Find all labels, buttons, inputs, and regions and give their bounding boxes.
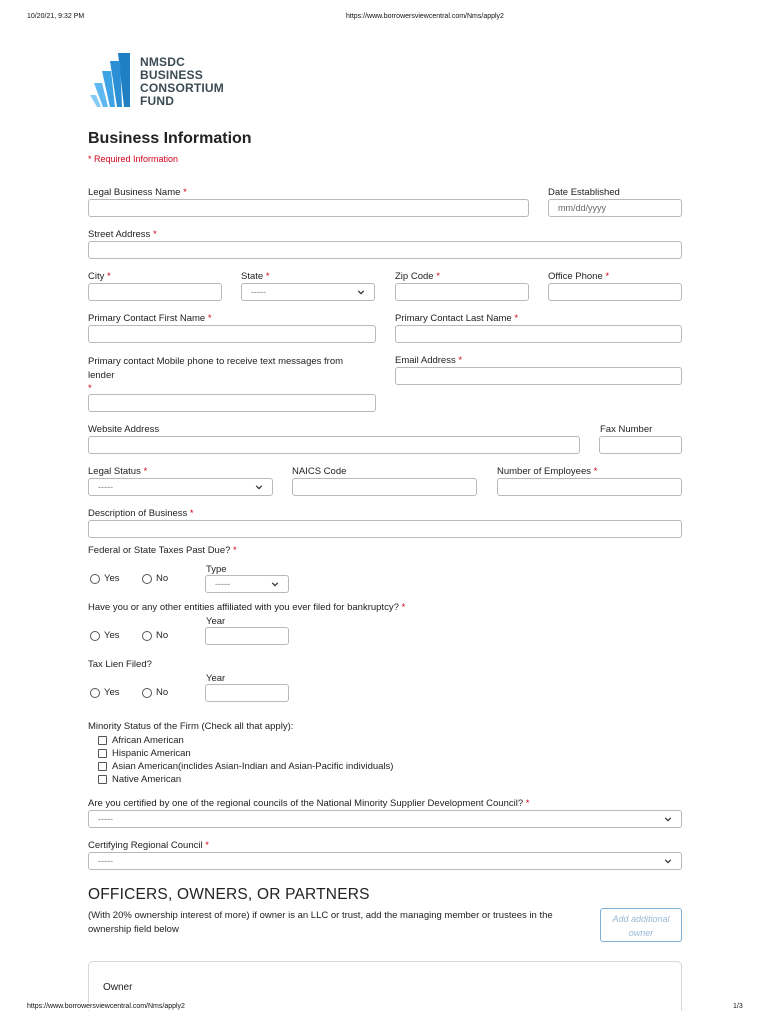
chevron-down-icon (255, 483, 263, 491)
required-asterisk: * (107, 271, 111, 282)
required-asterisk: * (207, 313, 212, 324)
logo-mark (90, 53, 140, 109)
minority-status-label: Minority Status of the Firm (Check all that apply): (88, 721, 294, 732)
description-label-text: Description of Business (88, 508, 188, 519)
logo-line-2: BUSINESS (140, 68, 203, 82)
mobile-phone-label-line-2: lender (88, 369, 115, 381)
naics-label: NAICS Code (292, 466, 347, 477)
bankruptcy-year-label: Year (206, 616, 226, 627)
fax-input[interactable] (599, 436, 682, 454)
office-phone-label-text: Office Phone (548, 271, 603, 282)
zip-code-label (395, 271, 440, 282)
tax-type-selected-value: ----- (215, 579, 230, 589)
legal-status-label-text: Legal Status (88, 466, 141, 477)
required-asterisk: * (458, 355, 463, 366)
certified-label (88, 798, 529, 809)
officers-description-line-2: ownership field below (88, 924, 179, 935)
taxes-past-due-yes-label: Yes (104, 573, 120, 584)
taxes-past-due-no-radio[interactable] (142, 574, 152, 584)
email-label-text: Email Address (395, 355, 456, 366)
mobile-phone-input[interactable] (88, 394, 376, 412)
minority-option-african-american: African American (112, 735, 184, 746)
logo-wordmark (140, 56, 224, 108)
chevron-down-icon (664, 815, 672, 823)
required-asterisk: * (143, 466, 148, 477)
office-phone-label (548, 271, 609, 282)
bankruptcy-label-text: Have you or any other entities affiliated with you ever filed for bankruptcy? (88, 602, 399, 613)
required-asterisk: * (514, 313, 519, 324)
tax-type-select[interactable] (205, 575, 289, 593)
required-asterisk: * (605, 271, 610, 282)
required-asterisk: * (88, 383, 92, 394)
state-label (241, 271, 270, 282)
taxes-past-due-no-label: No (156, 573, 169, 584)
tax-lien-year-input[interactable] (205, 684, 289, 702)
contact-last-name-label-text: Primary Contact Last Name (395, 313, 512, 324)
logo-line-1: NMSDC (140, 55, 185, 69)
required-note: * Required Information (88, 154, 179, 164)
logo-line-3: CONSORTIUM (140, 81, 224, 95)
contact-first-name-label-text: Primary Contact First Name (88, 313, 206, 324)
legal-business-name-label-text: Legal Business Name (88, 187, 181, 198)
contact-last-name-input[interactable] (395, 325, 682, 343)
legal-business-name-label (88, 187, 187, 198)
employees-label (497, 466, 597, 477)
contact-first-name-label (88, 313, 212, 324)
required-asterisk: * (233, 545, 237, 556)
city-label (88, 271, 111, 282)
date-established-input[interactable] (548, 199, 682, 217)
taxes-past-due-label-text: Federal or State Taxes Past Due? (88, 545, 231, 556)
officers-title (88, 886, 370, 904)
print-page-number: 1/3 (733, 1003, 743, 1010)
required-asterisk: * (205, 840, 209, 851)
description-input[interactable] (88, 520, 682, 538)
street-address-input[interactable] (88, 241, 682, 259)
add-owner-button-line-1: Add additional (612, 914, 670, 924)
description-label (88, 508, 194, 519)
minority-option-asian-american: Asian American(inclides Asian-Indian and Asian-Pacific individuals) (112, 761, 394, 772)
add-additional-owner-button[interactable] (600, 908, 682, 942)
add-owner-button-line-2: owner (628, 928, 654, 938)
officers-description (88, 909, 553, 937)
required-asterisk: * (152, 229, 157, 240)
legal-status-select[interactable] (88, 478, 273, 496)
required-asterisk: * (436, 271, 440, 282)
bankruptcy-year-input[interactable] (205, 627, 289, 645)
chevron-down-icon (357, 288, 365, 296)
officers-description-line-1: (With 20% ownership interest of more) if owner is an LLC or trust, add the managing member or trustees in the (88, 910, 553, 921)
legal-status-selected-value: ----- (98, 482, 113, 492)
email-input[interactable] (395, 367, 682, 385)
naics-input[interactable] (292, 478, 477, 496)
logo-line-4: FUND (140, 94, 175, 108)
certified-label-text: Are you certified by one of the regional councils of the National Minority Supplier Development Council? (88, 798, 524, 809)
website-input[interactable] (88, 436, 580, 454)
city-input[interactable] (88, 283, 222, 301)
zip-code-input[interactable] (395, 283, 529, 301)
tax-lien-no-label: No (156, 687, 169, 698)
zip-code-label-text: Zip Code (395, 271, 434, 282)
state-label-text: State (241, 271, 264, 282)
required-asterisk: * (189, 508, 194, 519)
date-established-label: Date Established (548, 187, 620, 198)
taxes-past-due-yes-radio[interactable] (90, 574, 100, 584)
minority-option-native-american: Native American (112, 774, 182, 785)
required-asterisk: * (265, 271, 270, 282)
minority-option-hispanic-american: Hispanic American (112, 748, 191, 759)
website-label: Website Address (88, 424, 160, 435)
bankruptcy-no-label: No (156, 630, 169, 641)
office-phone-input[interactable] (548, 283, 682, 301)
fax-label: Fax Number (600, 424, 653, 435)
required-asterisk: * (525, 798, 530, 809)
city-label-text: City (88, 271, 105, 282)
minority-checkbox-hispanic-american[interactable] (98, 749, 107, 758)
tax-lien-yes-radio[interactable] (90, 688, 100, 698)
minority-checkbox-asian-american[interactable] (98, 762, 107, 771)
state-selected-value: ----- (251, 287, 266, 297)
officers-title-text: OFFICERS, OWNERS, OR PARTNERS (88, 886, 370, 903)
certifying-council-label (88, 840, 209, 851)
owner-card-title: Owner (103, 982, 133, 993)
employees-input[interactable] (497, 478, 682, 496)
tax-lien-no-radio[interactable] (142, 688, 152, 698)
bankruptcy-label (88, 602, 405, 613)
chevron-down-icon (664, 857, 672, 865)
required-asterisk: * (183, 187, 187, 198)
minority-checkbox-african-american[interactable] (98, 736, 107, 745)
bankruptcy-no-radio[interactable] (142, 631, 152, 641)
contact-last-name-label (395, 313, 518, 324)
tax-lien-yes-label: Yes (104, 687, 120, 698)
legal-status-label (88, 466, 147, 477)
mobile-phone-label-line-1: Primary contact Mobile phone to receive text messages from (88, 356, 344, 367)
legal-business-name-input[interactable] (88, 199, 529, 217)
contact-first-name-input[interactable] (88, 325, 376, 343)
date-established-placeholder: mm/dd/yyyy (558, 203, 607, 213)
print-url: https://www.borrowersviewcentral.com/Nms/apply2 (346, 13, 504, 20)
mobile-phone-label (88, 355, 343, 396)
chevron-down-icon (271, 580, 279, 588)
bankruptcy-yes-radio[interactable] (90, 631, 100, 641)
required-asterisk: * (593, 466, 598, 477)
certified-select[interactable] (88, 810, 682, 828)
certifying-council-label-text: Certifying Regional Council (88, 840, 203, 851)
taxes-past-due-label (88, 545, 237, 556)
print-datetime: 10/20/21, 9:32 PM (27, 13, 85, 20)
bankruptcy-yes-label: Yes (104, 630, 120, 641)
state-select[interactable] (241, 283, 375, 301)
email-label (395, 355, 462, 366)
minority-checkbox-native-american[interactable] (98, 775, 107, 784)
page-title-text: Business Information (88, 130, 252, 147)
street-address-label (88, 229, 157, 240)
tax-type-label: Type (206, 564, 227, 575)
tax-lien-label: Tax Lien Filed? (88, 659, 152, 670)
required-asterisk: * (401, 602, 406, 613)
certified-selected-value: ----- (98, 814, 113, 824)
print-footer-url: https://www.borrowersviewcentral.com/Nms/apply2 (27, 1003, 185, 1010)
certifying-council-select[interactable] (88, 852, 682, 870)
certifying-council-selected-value: ----- (98, 856, 113, 866)
street-address-label-text: Street Address (88, 229, 151, 240)
employees-label-text: Number of Employees (497, 466, 591, 477)
tax-lien-year-label: Year (206, 673, 226, 684)
page-title (88, 130, 252, 148)
